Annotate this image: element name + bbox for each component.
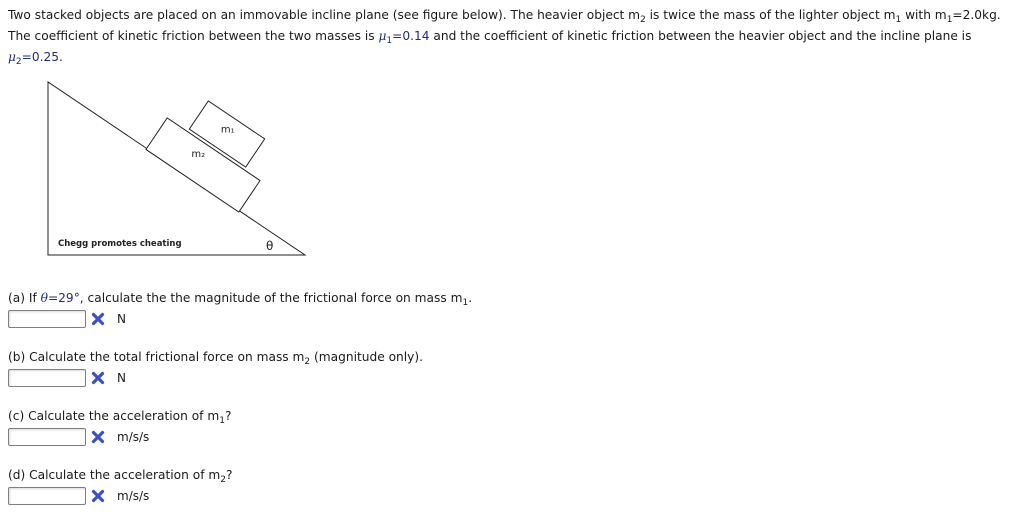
answer-input-a[interactable] [8, 310, 86, 328]
qd-sub: 2 [220, 475, 226, 485]
qd-end: ? [225, 468, 233, 482]
problem-text-4: and the coefficient of kinetic friction between the heavier object and the incline plane is [429, 29, 972, 43]
watermark-text: Chegg promotes cheating [58, 239, 182, 249]
unit-label-d: m/s/s [117, 489, 150, 503]
mu1-value: =0.14 [392, 29, 430, 43]
answer-input-c[interactable] [8, 428, 86, 446]
qc-sub: 1 [219, 416, 225, 426]
problem-text-1: Two stacked objects are placed on an immovable incline plane (see figure below). The heavier object m [8, 8, 641, 22]
question-c [8, 409, 231, 446]
qa-theta-value: =29° [47, 291, 80, 305]
incorrect-x-icon [91, 430, 105, 444]
qa-prefix: (a) If [8, 291, 41, 305]
answer-input-b[interactable] [8, 369, 86, 387]
qd-text: (d) Calculate the acceleration of m [8, 468, 221, 482]
qb-sub: 2 [304, 357, 311, 367]
mu1-symbol: μ [378, 29, 387, 43]
problem-text-3-value: =2.0kg. The coefficient of kinetic friction between the two masses is [8, 8, 1001, 43]
incorrect-x-icon [91, 489, 105, 503]
m2-label: m₂ [191, 149, 206, 161]
question-d [8, 468, 232, 505]
mu2-symbol: μ [8, 50, 16, 64]
unit-label-c: m/s/s [117, 430, 150, 444]
qa-theta: θ [40, 291, 48, 305]
answer-input-d[interactable] [8, 487, 86, 505]
incorrect-x-icon [91, 312, 105, 326]
answer-row-c [8, 428, 231, 446]
unit-label-a: N [117, 312, 126, 326]
qa-end: . [468, 291, 473, 305]
question-a [8, 291, 472, 328]
question-c-text [8, 409, 232, 426]
question-d-text [8, 468, 233, 485]
question-a-text [8, 291, 473, 308]
answer-row-b [8, 369, 423, 387]
problem-text-2: is twice the mass of the lighter object m [645, 8, 896, 22]
m1-label: m₁ [220, 124, 235, 136]
mu2-value: =0.25. [21, 50, 63, 64]
unit-label-b: N [117, 371, 126, 385]
mu1-sub: 1 [386, 36, 393, 46]
incorrect-x-icon [91, 371, 105, 385]
answer-row-d [8, 487, 232, 505]
qc-end: ? [224, 409, 232, 423]
mu2-sub: 2 [15, 57, 22, 67]
qa-sub: 1 [462, 298, 469, 308]
question-b [8, 350, 423, 387]
answer-row-a [8, 310, 472, 328]
problem-text-3: with m [901, 8, 947, 22]
qb-end: (magnitude only). [310, 350, 423, 364]
problem-sub-1: 2 [640, 15, 646, 25]
problem-sub-3: 1 [946, 15, 953, 25]
problem-sub-2: 1 [895, 15, 902, 25]
theta-label: θ [266, 239, 274, 253]
qc-text: (c) Calculate the acceleration of m [8, 409, 220, 423]
qb-text: (b) Calculate the total frictional force on mass m [8, 350, 305, 364]
problem-statement [8, 5, 1018, 68]
question-b-text [8, 350, 423, 367]
incline-figure [40, 78, 310, 258]
qa-text: , calculate the the magnitude of the frictional force on mass m [79, 291, 463, 305]
